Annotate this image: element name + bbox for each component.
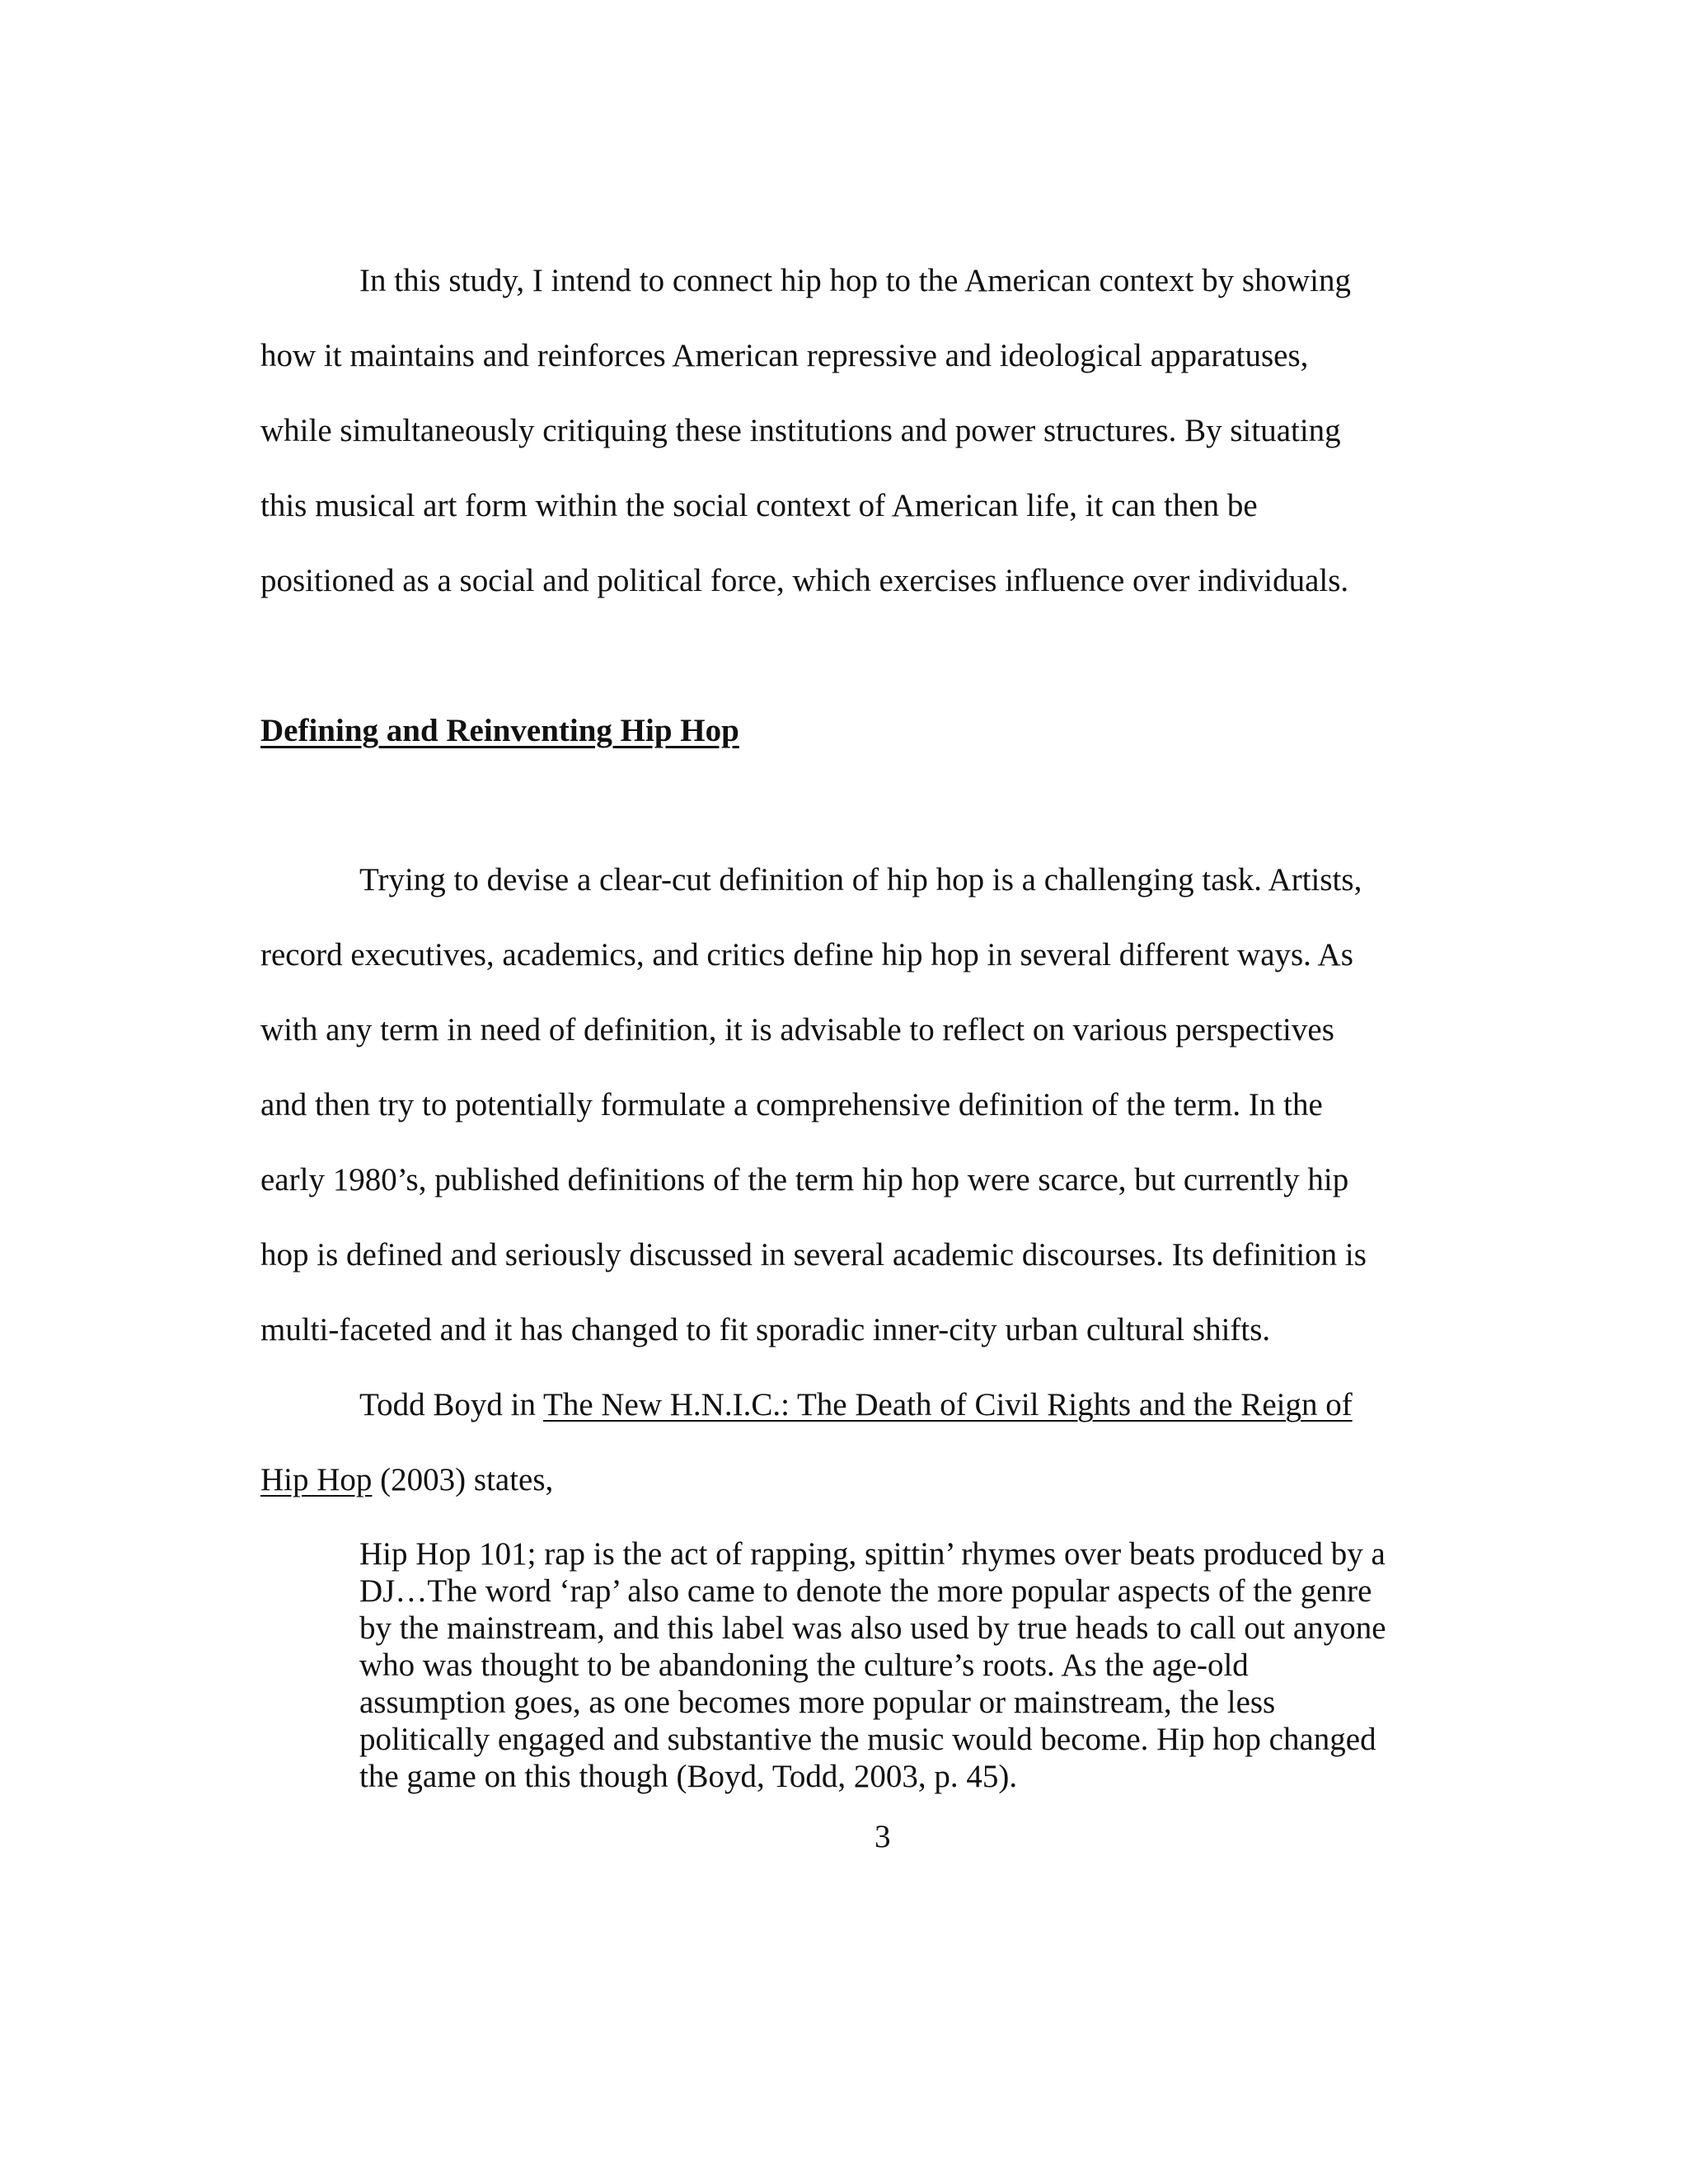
quote-line: DJ…The word ‘rap’ also came to denote the more popular aspects of the genre <box>359 1573 1372 1609</box>
quote-line: who was thought to be abandoning the culture’s roots. As the age-old <box>359 1647 1249 1683</box>
text-line: early 1980’s, published definitions of the term hip hop were scarce, but currently hip <box>260 1162 1349 1197</box>
text-line: multi-faceted and it has changed to fit sporadic inner-city urban cultural shifts. <box>260 1312 1271 1347</box>
text-line <box>359 1386 1353 1424</box>
text-line: how it maintains and reinforces American repressive and ideological apparatuses, <box>260 338 1309 373</box>
book-title: The New H.N.I.C.: The Death of Civil Rights and the Reign of <box>543 1387 1353 1422</box>
text-line: Trying to devise a clear-cut definition of hip hop is a challenging task. Artists, <box>359 862 1362 898</box>
text-line: with any term in need of definition, it is advisable to reflect on various perspectives <box>260 1012 1334 1047</box>
quote-line: by the mainstream, and this label was also used by true heads to call out anyone <box>359 1610 1386 1646</box>
citation-prefix: Todd Boyd in <box>359 1387 543 1422</box>
quote-line: the game on this though (Boyd, Todd, 2003, p. 45). <box>359 1759 1018 1794</box>
book-title-continued: Hip Hop <box>260 1462 373 1497</box>
quote-line: Hip Hop 101; rap is the act of rapping, spittin’ rhymes over beats produced by a <box>359 1536 1386 1572</box>
citation-suffix: (2003) states, <box>372 1462 554 1497</box>
quote-line: assumption goes, as one becomes more popular or mainstream, the less <box>359 1685 1276 1720</box>
text-line: while simultaneously critiquing these institutions and power structures. By situating <box>260 413 1341 448</box>
section-heading: Defining and Reinventing Hip Hop <box>260 713 739 748</box>
text-line: and then try to potentially formulate a comprehensive definition of the term. In the <box>260 1087 1323 1122</box>
text-line <box>260 1461 553 1499</box>
text-line: record executives, academics, and critics define hip hop in several different ways. As <box>260 937 1353 972</box>
page-number: 3 <box>874 1819 891 1854</box>
text-line: positioned as a social and political force, which exercises influence over individuals. <box>260 563 1349 598</box>
quote-line: politically engaged and substantive the music would become. Hip hop changed <box>359 1722 1376 1757</box>
text-line: In this study, I intend to connect hip hop to the American context by showing <box>359 263 1352 298</box>
text-line: hop is defined and seriously discussed in several academic discourses. Its definition is <box>260 1237 1367 1272</box>
text-line: this musical art form within the social context of American life, it can then be <box>260 488 1258 523</box>
